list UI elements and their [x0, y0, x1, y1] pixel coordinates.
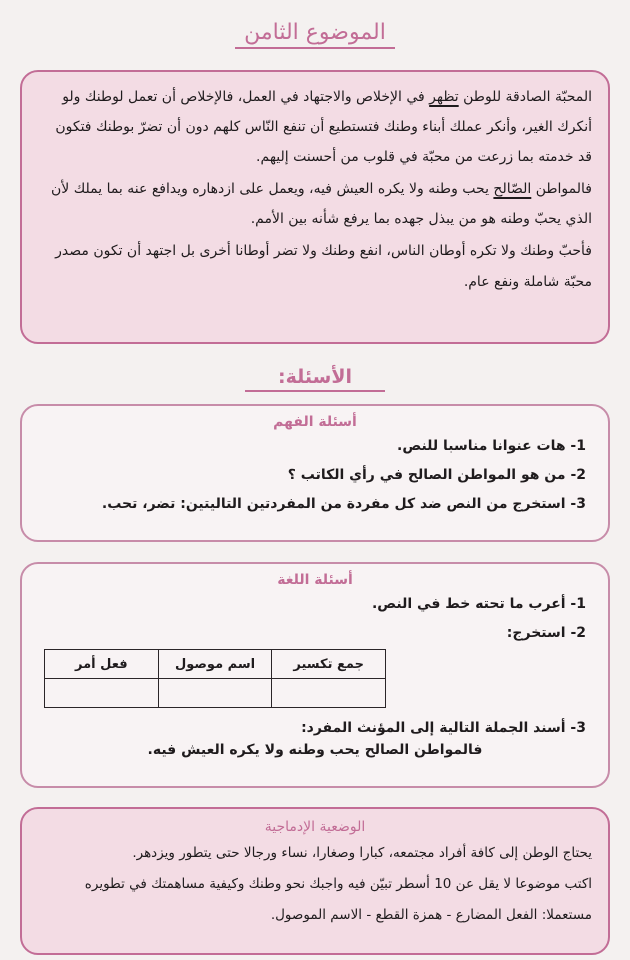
passage-p2-end: يحب وطنه ولا يكره العيش فيه، ويعمل على ازدهاره ويدافع عنه بما يملك لأن الذي يحبّ وطنه هو من يبذل جهده بما يرفع شأنه بين الأمم.: [50, 181, 592, 228]
answer-cell-imperative-verb[interactable]: [45, 679, 159, 708]
language-questions-cont: [44, 720, 586, 736]
topic-title-underline: [235, 47, 395, 49]
table-header-relative-pronoun: اسم موصول: [158, 650, 272, 679]
extraction-table-header-row: [45, 650, 386, 679]
passage-p2-start: فالمواطن: [531, 181, 592, 198]
comprehension-question: 3- استخرج من النص ضد كل مفردة من المفردتين التاليتين: تضر، تحب.: [101, 496, 586, 512]
questions-heading-text: الأسئلة:: [278, 366, 352, 388]
passage-p1-end: في الإخلاص والاجتهاد في العمل، فالإخلاص أن تعمل لوطنك ولو أنكرك الغير، وأنكر عملك أبناء وطنك فتستطيع أن تنفع النّاس كلهم دون أن تضرّ بوطنك فتكون قد خدمته بما زرعت من محبّة في قلوب من أحسنت إليهم.: [55, 89, 592, 166]
topic-title-text: الموضوع الثامن: [244, 20, 386, 45]
comprehension-title: أسئلة الفهم: [273, 414, 357, 430]
integration-title: الوضعية الإدماجية: [264, 819, 366, 835]
comprehension-questions: [44, 438, 586, 512]
extraction-table: [44, 649, 386, 708]
reading-passage: [20, 70, 610, 344]
comprehension-section: [20, 404, 610, 542]
questions-heading-underline: [245, 390, 385, 392]
language-questions: [44, 596, 586, 641]
language-question-3: 3- أسند الجملة التالية إلى المؤنث المفرد:: [301, 720, 586, 736]
passage-p2-underlined-word: الصّالح: [493, 181, 532, 198]
passage-p1-start: المحبّة الصادقة للوطن: [458, 89, 592, 105]
passage-paragraph-1: [38, 82, 592, 172]
passage-paragraph-3: فأحبّ وطنك ولا تكره أوطان الناس، انفع وطنك ولا تضر أوطانا أخرى بل اجتهد أن تكون مصدر محبّة شاملة ونفع عام.: [55, 243, 592, 290]
extraction-table-answer-row: [45, 679, 386, 708]
passage-p1-underlined-word: تظهر: [429, 89, 459, 105]
comprehension-question: 2- من هو المواطن الصالح في رأي الكاتب ؟: [287, 467, 586, 483]
integration-line-2: اكتب موضوعا لا يقل عن 10 أسطر تبيّن فيه واجبك نحو وطنك وكيفية مساهمتك في تطويره: [84, 875, 592, 892]
integration-line-3: مستعملا: الفعل المضارع - همزة القطع - الاسم الموصول.: [270, 906, 592, 923]
integration-section: [20, 807, 610, 955]
language-question-1: 1- أعرب ما تحته خط في النص.: [371, 596, 586, 612]
language-section: [20, 562, 610, 788]
topic-title: [0, 20, 630, 49]
questions-heading: [0, 366, 630, 392]
answer-cell-broken-plural[interactable]: [272, 679, 386, 708]
table-header-broken-plural: جمع تكسير: [272, 650, 386, 679]
passage-paragraph-2: [38, 174, 592, 234]
language-question-2: 2- استخرج:: [506, 625, 586, 641]
language-title: أسئلة اللغة: [277, 572, 353, 588]
table-header-imperative-verb: فعل أمر: [45, 650, 159, 679]
sentence-to-convert: فالمواطن الصالح يحب وطنه ولا يكره العيش فيه.: [147, 742, 483, 758]
answer-cell-relative-pronoun[interactable]: [158, 679, 272, 708]
comprehension-question: 1- هات عنوانا مناسبا للنص.: [397, 438, 586, 454]
integration-line-1: يحتاج الوطن إلى كافة أفراد مجتمعه، كبارا وصغارا، نساء ورجالا حتى يتطور ويزدهر.: [132, 845, 592, 861]
